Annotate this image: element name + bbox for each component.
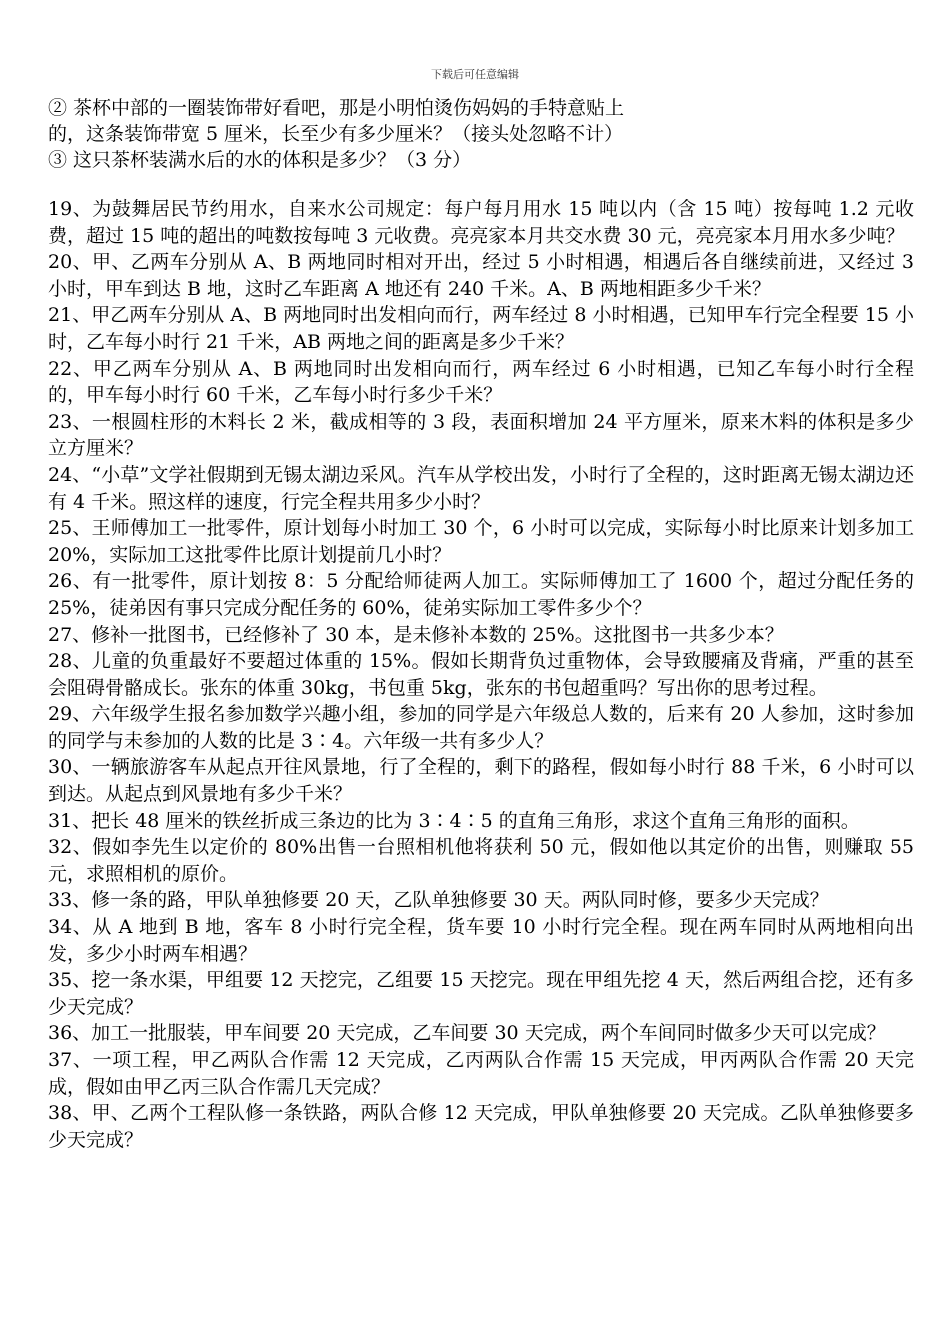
problem-list bbox=[48, 196, 914, 1153]
page-header: 下载后可任意编辑 bbox=[431, 68, 519, 81]
problem-24: 24、“小草”文学社假期到无锡太湖边采风。汽车从学校出发，小时行了全程的，这时距离无锡太湖边还有 4 千米。照这样的速度，行完全程共用多少小时？ bbox=[48, 463, 914, 513]
problem-25: 25、王师傅加工一批零件，原计划每小时加工 30 个，6 小时可以完成，实际每小时比原来计划多加工 20%，实际加工这批零件比原计划提前几小时？ bbox=[48, 517, 914, 566]
problem-34: 34、从 A 地到 B 地，客车 8 小时行完全程，货车要 10 小时行完全程。现在两车同时从两地相向出发，多少小时两车相遇？ bbox=[48, 916, 914, 965]
problem-26: 26、有一批零件，原计划按 8：5 分配给师徒两人加工。实际师傅加工了 1600 个，超过分配任务的 25%，徒弟因有事只完成分配任务的 60%，徒弟实际加工零件多少个？ bbox=[48, 570, 914, 619]
problem-30: 30、一辆旅游客车从起点开往风景地，行了全程的，剩下的路程，假如每小时行 88 千米，6 小时可以到达。从起点到风景地有多少千米？ bbox=[48, 756, 914, 806]
problem-32: 32、假如李先生以定价的 80%出售一台照相机他将获利 50 元，假如他以其定价的出售，则赚取 55 元，求照相机的原价。 bbox=[48, 836, 914, 885]
problem-27: 27、修补一批图书，已经修补了 30 本，是未修补本数的 25%。这批图书一共多少本？ bbox=[48, 623, 784, 646]
problem-21: 21、甲乙两车分别从 A、B 两地同时出发相向而行，两车经过 8 小时相遇，已知甲车行完全程要 15 小时，乙车每小时行 21 千米，AB 两地之间的距离是多少千米？ bbox=[48, 304, 914, 353]
problem-36: 36、加工一批服装，甲车间要 20 天完成，乙车间要 30 天完成，两个车间同时做多少天可以完成？ bbox=[48, 1022, 886, 1045]
problem-19: 19、为鼓舞居民节约用水，自来水公司规定：每户每月用水 15 吨以内（含 15 吨）按每吨 1.2 元收费，超过 15 吨的超出的吨数按每吨 3 元收费。亮亮家本月共交水费 30 元，亮亮家本月用水多少吨？ bbox=[48, 198, 914, 247]
problem-33: 33、修一条的路，甲队单独修要 20 天，乙队单独修要 30 天。两队同时修，要多少天完成？ bbox=[48, 889, 829, 912]
problem-35: 35、挖一条水渠，甲组要 12 天挖完，乙组要 15 天挖完。现在甲组先挖 4 天，然后两组合挖，还有多少天完成？ bbox=[48, 969, 914, 1018]
problem-29: 29、六年级学生报名参加数学兴趣小组，参加的同学是六年级总人数的，后来有 20 人参加，这时参加的同学与未参加的人数的比是 3∶4。六年级一共有多少人？ bbox=[48, 703, 914, 752]
intro-line: ② 茶杯中部的一圈装饰带好看吧，那是小明怕烫伤妈妈的手特意贴上 bbox=[48, 97, 625, 119]
intro-line: 的，这条装饰带宽 5 厘米，长至少有多少厘米？（接头处忽略不计） bbox=[48, 123, 624, 145]
intro-section bbox=[48, 95, 908, 173]
problem-37: 37、一项工程，甲乙两队合作需 12 天完成，乙丙两队合作需 15 天完成，甲丙两队合作需 20 天完成，假如由甲乙丙三队合作需几天完成？ bbox=[48, 1049, 914, 1098]
intro-line: ③ 这只茶杯装满水后的水的体积是多少？（3 分） bbox=[48, 149, 472, 171]
problem-28: 28、儿童的负重最好不要超过体重的 15%。假如长期背负过重物体，会导致腰痛及背痛，严重的甚至会阻碍骨骼成长。张东的体重 30kg，书包重 5kg，张东的书包超重吗？写出你的思考过程。 bbox=[48, 650, 914, 699]
problem-20: 20、甲、乙两车分别从 A、B 两地同时相对开出，经过 5 小时相遇，相遇后各自继续前进，又经过 3 小时，甲车到达 B 地，这时乙车距离 A 地还有 240 千米。A、B 两地相距多少千米？ bbox=[48, 251, 914, 300]
problem-22: 22、甲乙两车分别从 A、B 两地同时出发相向而行，两车经过 6 小时相遇，已知乙车每小时行全程的，甲车每小时行 60 千米，乙车每小时行多少千米？ bbox=[48, 357, 914, 407]
problem-23: 23、一根圆柱形的木料长 2 米，截成相等的 3 段，表面积增加 24 平方厘米，原来木料的体积是多少立方厘米？ bbox=[48, 410, 914, 460]
problem-38: 38、甲、乙两个工程队修一条铁路，两队合修 12 天完成，甲队单独修要 20 天完成。乙队单独修要多少天完成？ bbox=[48, 1102, 914, 1151]
problem-31: 31、把长 48 厘米的铁丝折成三条边的比为 3∶4∶5 的直角三角形，求这个直角三角形的面积。 bbox=[48, 809, 860, 832]
